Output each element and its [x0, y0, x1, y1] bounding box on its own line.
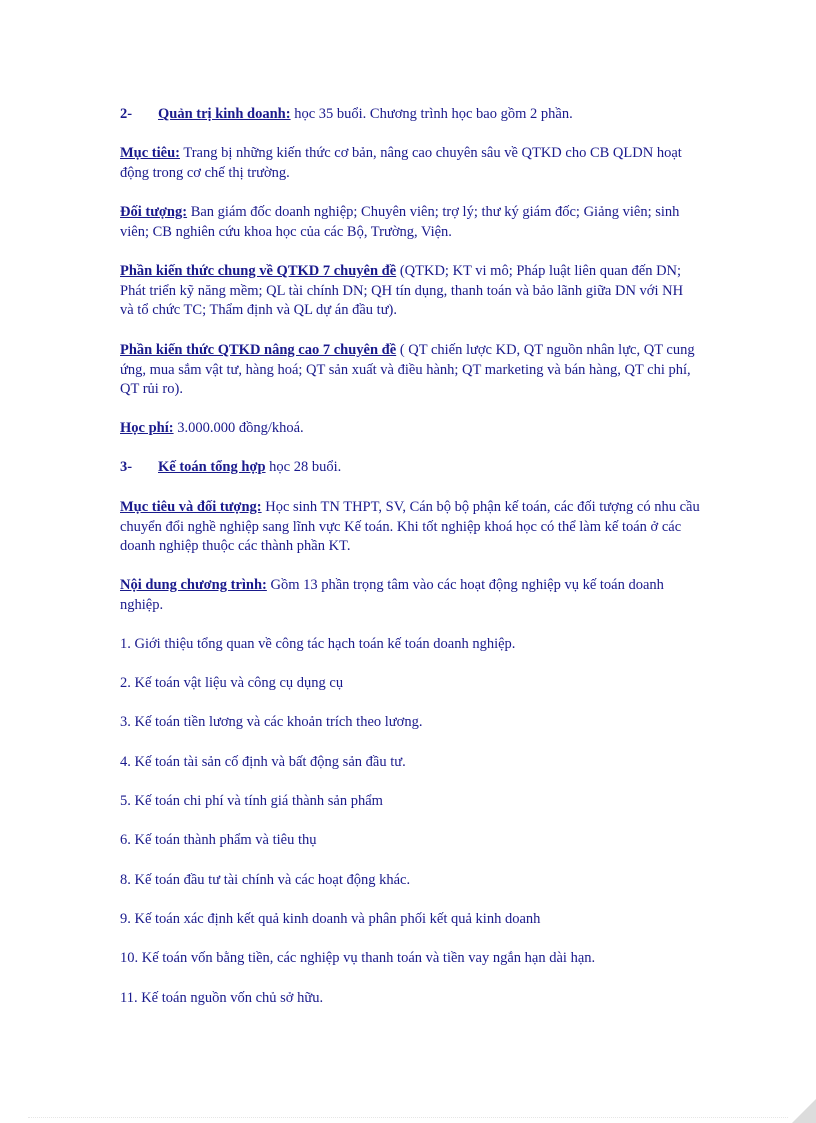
section-text: học 28 buổi. — [265, 459, 342, 475]
list-item: 3. Kế toán tiền lương và các khoản trích theo lương. — [120, 714, 423, 730]
list-item: 8. Kế toán đầu tư tài chính và các hoạt động khác. — [120, 872, 411, 888]
section-title: Quản trị kinh doanh: — [158, 106, 291, 122]
list-item: 9. Kế toán xác định kết quả kinh doanh và phân phối kết quả kinh doanh — [120, 911, 541, 927]
paragraph-label: Mục tiêu: — [120, 145, 180, 161]
section-number: 3- — [120, 459, 133, 475]
paragraph-text: (QTKD; KT vi mô; Pháp luật liên quan đến DN; Phát triển kỹ năng mềm; QL tài chính DN; QH tín dụng, thanh toán và bảo lãnh giữa DN với NH và tổ chức TC; Thẩm định và QL dự án đầu tư). — [120, 263, 684, 318]
list-item: 1. Giới thiệu tổng quan về công tác hạch toán kế toán doanh nghiệp. — [120, 636, 516, 652]
paragraph-text: ( QT chiến lược KD, QT nguồn nhân lực, QT cung ứng, mua sắm vật tư, hàng hoá; QT sản xuất và điều hành; QT marketing và bán hàng, QT chi phí, QT rủi ro). — [120, 342, 695, 397]
list-item: 6. Kế toán thành phẩm và tiêu thụ — [120, 832, 317, 848]
section-text: học 35 buổi. Chương trình học bao gồm 2 phần. — [290, 106, 573, 122]
section-title: Kế toán tổng hợp — [158, 459, 266, 475]
paragraph-label: Mục tiêu và đối tượng: — [120, 499, 262, 515]
paragraph-text: Ban giám đốc doanh nghiệp; Chuyên viên; trợ lý; thư ký giám đốc; Giảng viên; sinh viên; CB nghiên cứu khoa học của các Bộ, Trường, Viện. — [120, 204, 680, 240]
paragraph-text: Trang bị những kiến thức cơ bản, nâng cao chuyên sâu về QTKD cho CB QLDN hoạt động trong cơ chế thị trường. — [120, 145, 682, 181]
hoc-phi-paragraph — [120, 419, 700, 439]
paragraph-label: Nội dung chương trình: — [120, 577, 267, 593]
paragraph-text: Học sinh TN THPT, SV, Cán bộ bộ phận kế toán, các đối tượng có nhu cầu chuyển đổi nghề nghiệp sang lĩnh vực Kế toán. Khi tốt nghiệp khoá học có thể làm kế toán ở các doanh nghiệp thuộc các thành phần KT. — [120, 499, 700, 554]
section-3-heading — [120, 458, 700, 478]
list-item: 4. Kế toán tài sản cố định và bất động sản đầu tư. — [120, 754, 406, 770]
phan-nang-cao-paragraph — [120, 341, 700, 400]
noi-dung-paragraph — [120, 576, 700, 615]
muc-tieu-doi-tuong-paragraph — [120, 498, 700, 557]
muc-tieu-paragraph — [120, 144, 700, 183]
paragraph-label: Phần kiến thức QTKD nâng cao 7 chuyên đề — [120, 342, 397, 358]
page-corner-fold — [792, 1099, 816, 1123]
list-item: 5. Kế toán chi phí và tính giá thành sản phẩm — [120, 793, 383, 809]
paragraph-text: 3.000.000 đồng/khoá. — [173, 420, 304, 436]
paragraph-label: Học phí: — [120, 420, 174, 436]
paragraph-text: Gồm 13 phần trọng tâm vào các hoạt động nghiệp vụ kế toán doanh nghiệp. — [120, 577, 664, 613]
list-item: 2. Kế toán vật liệu và công cụ dụng cụ — [120, 675, 344, 691]
page-bottom-divider — [28, 1117, 788, 1118]
list-item: 10. Kế toán vốn bằng tiền, các nghiệp vụ thanh toán và tiền vay ngắn hạn dài hạn. — [120, 950, 596, 966]
paragraph-label: Phần kiến thức chung về QTKD 7 chuyên đề — [120, 263, 397, 279]
section-number: 2- — [120, 106, 133, 122]
paragraph-label: Đối tượng: — [120, 204, 188, 220]
phan-chung-paragraph — [120, 262, 700, 321]
section-2-heading — [120, 105, 700, 125]
doi-tuong-paragraph — [120, 203, 700, 242]
list-item: 11. Kế toán nguồn vốn chủ sở hữu. — [120, 990, 324, 1006]
